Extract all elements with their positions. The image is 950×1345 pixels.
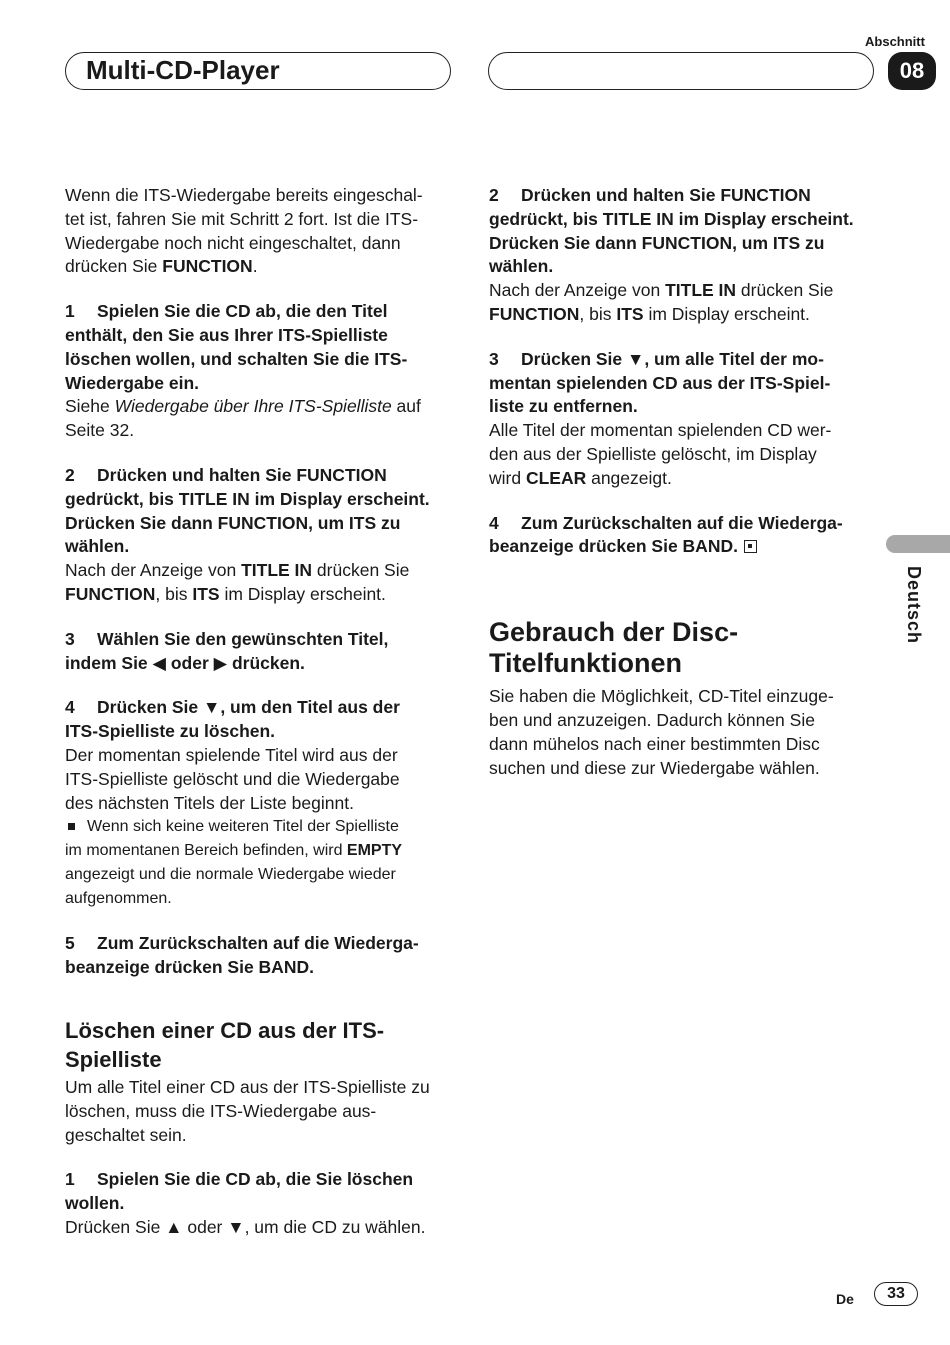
- step-heading: 2 Drücken und halten Sie FUNCTION gedrückt, bis TITLE IN im Display erscheint. Drücken Sie dann FUNCTION, um ITS zu wählen.: [65, 464, 430, 557]
- section-body: Sie haben die Möglichkeit, CD-Titel einzuge- ben und anzuzeigen. Dadurch können Sie dann mühelos nach einer bestimmten Disc suchen und diese zur Wiedergabe wählen.: [489, 686, 834, 778]
- step-heading: 4 Zum Zurückschalten auf die Wiederga- beanzeige drücken Sie BAND.: [489, 512, 843, 557]
- step-heading: 2 Drücken und halten Sie FUNCTION gedrückt, bis TITLE IN im Display erscheint. Drücken Sie dann FUNCTION, um ITS zu wählen.: [489, 185, 854, 277]
- note: Wenn sich keine weiteren Titel der Spielliste im momentanen Bereich befinden, wird EMPTY angezeigt und die normale Wiedergabe wieder aufgenommen.: [65, 818, 403, 908]
- header-empty-box: [488, 52, 874, 90]
- left-column: [65, 184, 453, 1240]
- section-heading: Gebrauch der Disc- Titelfunktionen: [489, 617, 739, 679]
- section-number-badge: 08: [888, 52, 936, 90]
- right-column: [489, 184, 877, 780]
- step-heading: 1 Spielen Sie die CD ab, die den Titel enthält, den Sie aus Ihrer ITS-Spielliste löschen wollen, und schalten Sie die ITS- Wiedergabe ein.: [65, 301, 408, 393]
- step-body: Siehe Wiedergabe über Ihre ITS-Spielliste auf Seite 32.: [65, 396, 421, 441]
- page-number: 33: [874, 1282, 918, 1306]
- step-body: Drücken Sie ▲ oder ▼, um die CD zu wählen.: [65, 1216, 426, 1237]
- section-heading: Löschen einer CD aus der ITS- Spielliste: [65, 1017, 385, 1072]
- header-title-box: [65, 52, 451, 90]
- side-language-label: Deutsch: [904, 566, 924, 645]
- page-title: Multi-CD-Player: [86, 55, 280, 85]
- step-body: Alle Titel der momentan spielenden CD wer- den aus der Spielliste gelöscht, im Display wird CLEAR angezeigt.: [489, 420, 832, 488]
- side-tab-marker: [886, 535, 950, 553]
- step-body: Der momentan spielende Titel wird aus der ITS-Spielliste gelöscht und die Wiedergabe des nächsten Titels der Liste beginnt.: [65, 744, 400, 813]
- intro-paragraph: Wenn die ITS-Wiedergabe bereits eingeschal- tet ist, fahren Sie mit Schritt 2 fort. Ist die ITS- Wiedergabe noch nicht eingeschaltet, dann drücken Sie FUNCTION.: [65, 185, 423, 277]
- footer-language: De: [836, 1291, 854, 1307]
- step-heading: 4 Drücken Sie ▼, um den Titel aus der ITS-Spielliste zu löschen.: [65, 697, 400, 742]
- step-body: Nach der Anzeige von TITLE IN drücken Sie FUNCTION, bis ITS im Display erscheint.: [489, 280, 834, 324]
- bullet-square-icon: [68, 823, 75, 830]
- step-heading: 1 Spielen Sie die CD ab, die Sie löschen wollen.: [65, 1169, 414, 1214]
- step-body: Nach der Anzeige von TITLE IN drücken Sie FUNCTION, bis ITS im Display erscheint.: [65, 560, 410, 604]
- step-heading: 5 Zum Zurückschalten auf die Wiederga- beanzeige drücken Sie BAND.: [65, 933, 419, 978]
- end-mark-icon: [744, 540, 757, 553]
- section-body: Um alle Titel einer CD aus der ITS-Spielliste zu löschen, muss die ITS-Wiedergabe aus- geschaltet sein.: [65, 1076, 430, 1145]
- step-heading: 3 Wählen Sie den gewünschten Titel, indem Sie ◀ oder ▶ drücken.: [65, 628, 389, 673]
- section-label: Abschnitt: [865, 34, 925, 49]
- step-heading: 3 Drücken Sie ▼, um alle Titel der mo- mentan spielenden CD aus der ITS-Spiel- liste zu entfernen.: [489, 348, 831, 417]
